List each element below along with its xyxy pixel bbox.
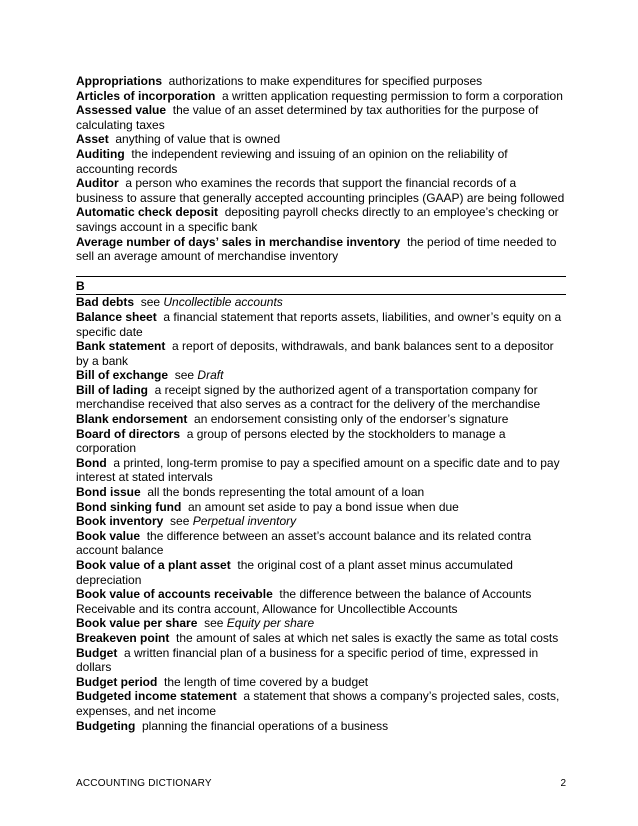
glossary-entry bbox=[76, 235, 566, 264]
entry-see-reference: Equity per share bbox=[226, 616, 315, 631]
glossary-entry bbox=[76, 205, 566, 234]
entry-term: Auditor bbox=[76, 176, 119, 191]
entry-term: Bank statement bbox=[76, 339, 166, 354]
glossary-entry bbox=[76, 689, 566, 718]
entry-term: Blank endorsement bbox=[76, 412, 188, 427]
entry-definition: the period of time needed to sell an average amount of merchandise inventory bbox=[76, 234, 557, 264]
entry-term: Book value bbox=[76, 528, 141, 543]
entry-definition: a printed, long-term promise to pay a specified amount on a specific date and to pay interest at stated intervals bbox=[76, 455, 560, 485]
entry-definition: a person who examines the records that support the financial records of a business to assure that generally accepted accounting principles (GAAP) are being followed bbox=[76, 176, 565, 205]
entry-term: Bill of lading bbox=[76, 382, 148, 397]
entry-term: Appropriations bbox=[76, 74, 162, 88]
glossary-section-a bbox=[76, 74, 566, 264]
entry-definition: planning the financial operations of a business bbox=[142, 718, 389, 733]
entry-term: Book value of a plant asset bbox=[76, 558, 231, 572]
entry-definition: see bbox=[170, 514, 190, 529]
entry-definition: the independent reviewing and issuing of an opinion on the reliability of accounting records bbox=[76, 146, 508, 176]
glossary-entry bbox=[76, 500, 566, 515]
footer-page-number: 2 bbox=[560, 778, 566, 789]
entry-definition: anything of value that is owned bbox=[115, 132, 281, 147]
glossary bbox=[76, 74, 566, 733]
glossary-entry bbox=[76, 587, 566, 616]
glossary-entry bbox=[76, 339, 566, 368]
entry-term: Balance sheet bbox=[76, 309, 157, 324]
entry-definition: see bbox=[140, 295, 161, 310]
entry-definition: a statement that shows a company’s projected sales, costs, expenses, and net income bbox=[76, 689, 560, 718]
entry-see-reference: Uncollectible accounts bbox=[163, 295, 283, 310]
glossary-entry bbox=[76, 675, 566, 690]
footer-title: ACCOUNTING DICTIONARY bbox=[76, 778, 212, 789]
glossary-entry bbox=[76, 485, 566, 500]
glossary-entry bbox=[76, 514, 566, 529]
entry-term: Bond sinking fund bbox=[76, 499, 182, 514]
entry-term: Articles of incorporation bbox=[76, 88, 216, 103]
entry-term: Book value per share bbox=[76, 616, 198, 631]
entry-definition: the difference between an asset’s account balance and its related contra account balance bbox=[76, 528, 532, 558]
glossary-entry bbox=[76, 631, 566, 646]
entry-definition: an amount set aside to pay a bond issue when due bbox=[188, 499, 459, 514]
glossary-entry bbox=[76, 558, 566, 587]
glossary-entry bbox=[76, 103, 566, 132]
glossary-entry bbox=[76, 529, 566, 558]
glossary-entry bbox=[76, 616, 566, 631]
entry-term: Bond issue bbox=[76, 485, 141, 500]
glossary-entry bbox=[76, 368, 566, 383]
entry-term: Budgeted income statement bbox=[76, 689, 237, 704]
entry-term: Breakeven point bbox=[76, 630, 170, 645]
entry-definition: an endorsement consisting only of the endorser’s signature bbox=[194, 412, 509, 427]
entry-term: Book inventory bbox=[76, 514, 164, 529]
entry-definition: a written application requesting permission to form a corporation bbox=[222, 88, 563, 103]
entry-term: Board of directors bbox=[76, 426, 181, 441]
entry-see-reference: Draft bbox=[197, 368, 224, 383]
glossary-entry bbox=[76, 383, 566, 412]
entry-term: Bill of exchange bbox=[76, 368, 169, 383]
entry-term: Budget period bbox=[76, 674, 158, 689]
entry-term: Budget bbox=[76, 645, 118, 660]
glossary-entry bbox=[76, 310, 566, 339]
glossary-entry bbox=[76, 147, 566, 176]
glossary-entry bbox=[76, 412, 566, 427]
entry-see-reference: Perpetual inventory bbox=[192, 514, 297, 529]
glossary-entry bbox=[76, 456, 566, 485]
glossary-section-b bbox=[76, 276, 566, 733]
section-header-letter: B bbox=[76, 276, 566, 296]
entry-definition: a group of persons elected by the stockholders to manage a corporation bbox=[76, 426, 506, 456]
glossary-entry bbox=[76, 74, 566, 89]
entry-term: Average number of days’ sales in merchandise inventory bbox=[76, 234, 401, 249]
glossary-entry bbox=[76, 646, 566, 675]
entry-definition: depositing payroll checks directly to an employee’s checking or savings account in a specific bank bbox=[76, 205, 559, 234]
entry-term: Automatic check deposit bbox=[76, 205, 219, 220]
entry-definition: authorizations to make expenditures for specified purposes bbox=[168, 74, 483, 88]
entry-definition: the length of time covered by a budget bbox=[164, 674, 369, 689]
glossary-entry bbox=[76, 89, 566, 104]
entry-term: Asset bbox=[76, 132, 109, 147]
entry-definition: a financial statement that reports assets, liabilities, and owner’s equity on a specific date bbox=[76, 309, 562, 339]
entry-definition: a written financial plan of a business for a specific period of time, expressed in dollars bbox=[76, 645, 539, 675]
glossary-entry bbox=[76, 719, 566, 734]
entry-term: Bond bbox=[76, 455, 107, 470]
entry-definition: the amount of sales at which net sales is exactly the same as total costs bbox=[176, 630, 559, 645]
entry-definition: a report of deposits, withdrawals, and bank balances sent to a depositor by a bank bbox=[76, 339, 554, 368]
entry-term: Budgeting bbox=[76, 718, 136, 733]
entry-term: Bad debts bbox=[76, 295, 135, 310]
entry-definition: the value of an asset determined by tax authorities for the purpose of calculating taxes bbox=[76, 103, 539, 132]
glossary-entry bbox=[76, 176, 566, 205]
entry-definition: see bbox=[204, 616, 224, 631]
entry-term: Assessed value bbox=[76, 103, 167, 118]
entry-definition: see bbox=[174, 368, 195, 383]
entry-term: Auditing bbox=[76, 146, 125, 161]
entry-definition: the original cost of a plant asset minus accumulated depreciation bbox=[76, 558, 513, 587]
entry-term: Book value of accounts receivable bbox=[76, 587, 273, 602]
glossary-entry bbox=[76, 132, 566, 147]
entry-definition: a receipt signed by the authorized agent of a transportation company for merchandise received that also serves as a contract for the delivery of the merchandise bbox=[76, 382, 541, 412]
glossary-entry bbox=[76, 427, 566, 456]
glossary-entry bbox=[76, 295, 566, 310]
entry-definition: all the bonds representing the total amount of a loan bbox=[147, 485, 425, 500]
entry-definition: the difference between the balance of Accounts Receivable and its contra account, Allowance for Uncollectible Accounts bbox=[76, 587, 532, 616]
